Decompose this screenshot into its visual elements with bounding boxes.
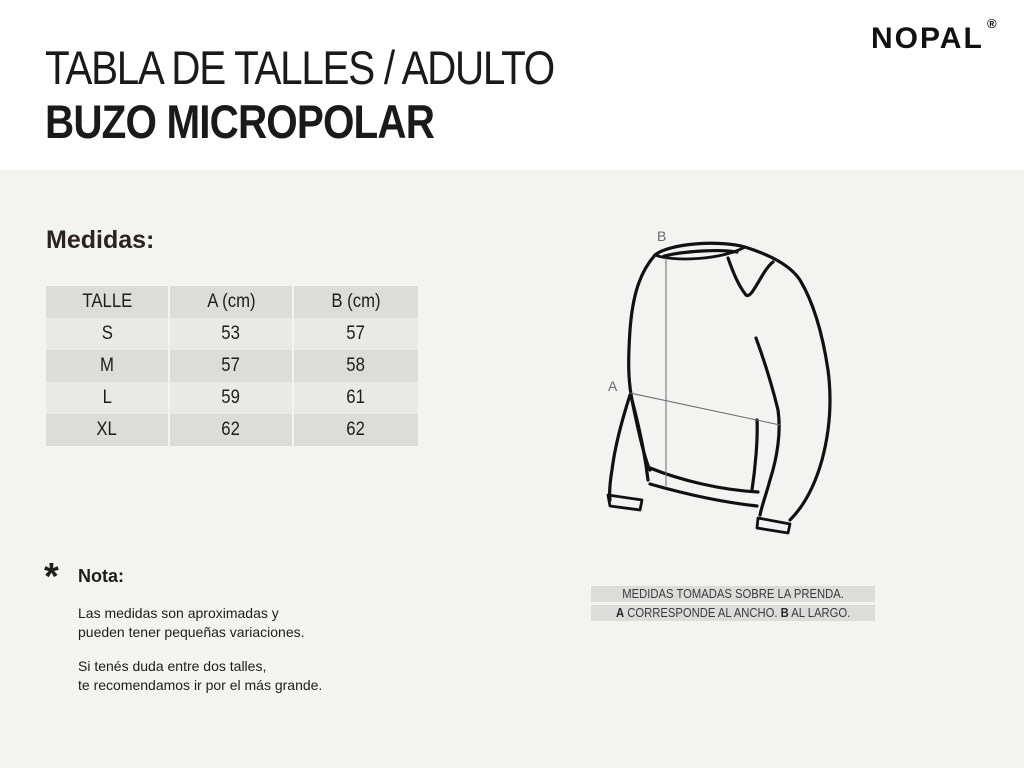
width-cell: 57 <box>170 350 294 382</box>
left-sleeve-outline <box>610 395 630 500</box>
length-cell: 58 <box>346 355 366 376</box>
label-a: A <box>608 378 618 394</box>
right-sleeve-top <box>745 247 830 520</box>
page-title: TABLA DE TALLES / ADULTO <box>45 41 554 94</box>
sweater-diagram <box>600 225 850 545</box>
note-title: Nota: <box>78 566 124 586</box>
column-header: TALLE <box>46 286 170 318</box>
column-header: A (cm) <box>170 286 294 318</box>
table-row <box>46 318 418 350</box>
caption-end: AL LARGO. <box>788 606 851 620</box>
size-cell: S <box>46 318 170 350</box>
diagram-caption-1: MEDIDAS TOMADAS SOBRE LA PRENDA. <box>591 586 875 602</box>
right-sleeve-inner <box>756 338 779 515</box>
header <box>0 0 1024 170</box>
note-line: Las medidas son aproximadas y <box>78 605 279 621</box>
table-row <box>46 414 418 446</box>
registered-mark: ® <box>987 16 997 31</box>
width-cell: 59 <box>170 382 294 414</box>
asterisk-icon: * <box>44 556 59 598</box>
caption-a: A <box>615 606 625 620</box>
width-measure-line <box>630 393 780 425</box>
size-table <box>46 286 418 446</box>
note-paragraph-2 <box>78 657 322 695</box>
note-line: pueden tener pequeñas variaciones. <box>78 624 305 640</box>
raglan-seam <box>728 258 773 296</box>
right-body-side <box>752 420 757 490</box>
note-paragraph-1 <box>78 604 305 642</box>
left-sleeve-inner <box>632 400 648 480</box>
hem-bottom <box>650 484 757 506</box>
length-cell: 61 <box>346 387 366 408</box>
table-row <box>46 350 418 382</box>
note-line: te recomendamos ir por el más grande. <box>78 677 323 693</box>
length-cell: 57 <box>346 323 366 344</box>
size-cell: M <box>46 350 170 382</box>
width-cell: 62 <box>170 414 294 446</box>
width-cell: 53 <box>170 318 294 350</box>
column-header: B (cm) <box>294 286 418 318</box>
length-cell: 62 <box>346 419 366 440</box>
brand-name: NOPAL <box>871 22 984 55</box>
size-cell: L <box>46 382 170 414</box>
caption-b: B <box>780 606 789 620</box>
measures-title: Medidas: <box>46 226 155 254</box>
table-header-row <box>46 286 418 318</box>
diagram-caption-2 <box>591 605 875 621</box>
caption-mid: CORRESPONDE AL ANCHO. <box>624 606 781 620</box>
product-title: BUZO MICROPOLAR <box>45 95 435 148</box>
label-b: B <box>657 228 667 244</box>
left-cuff <box>608 495 642 510</box>
note-line: Si tenés duda entre dos talles, <box>78 658 267 674</box>
table-row <box>46 382 418 414</box>
size-cell: XL <box>46 414 170 446</box>
right-cuff <box>757 518 790 533</box>
brand-logo <box>871 16 1001 56</box>
